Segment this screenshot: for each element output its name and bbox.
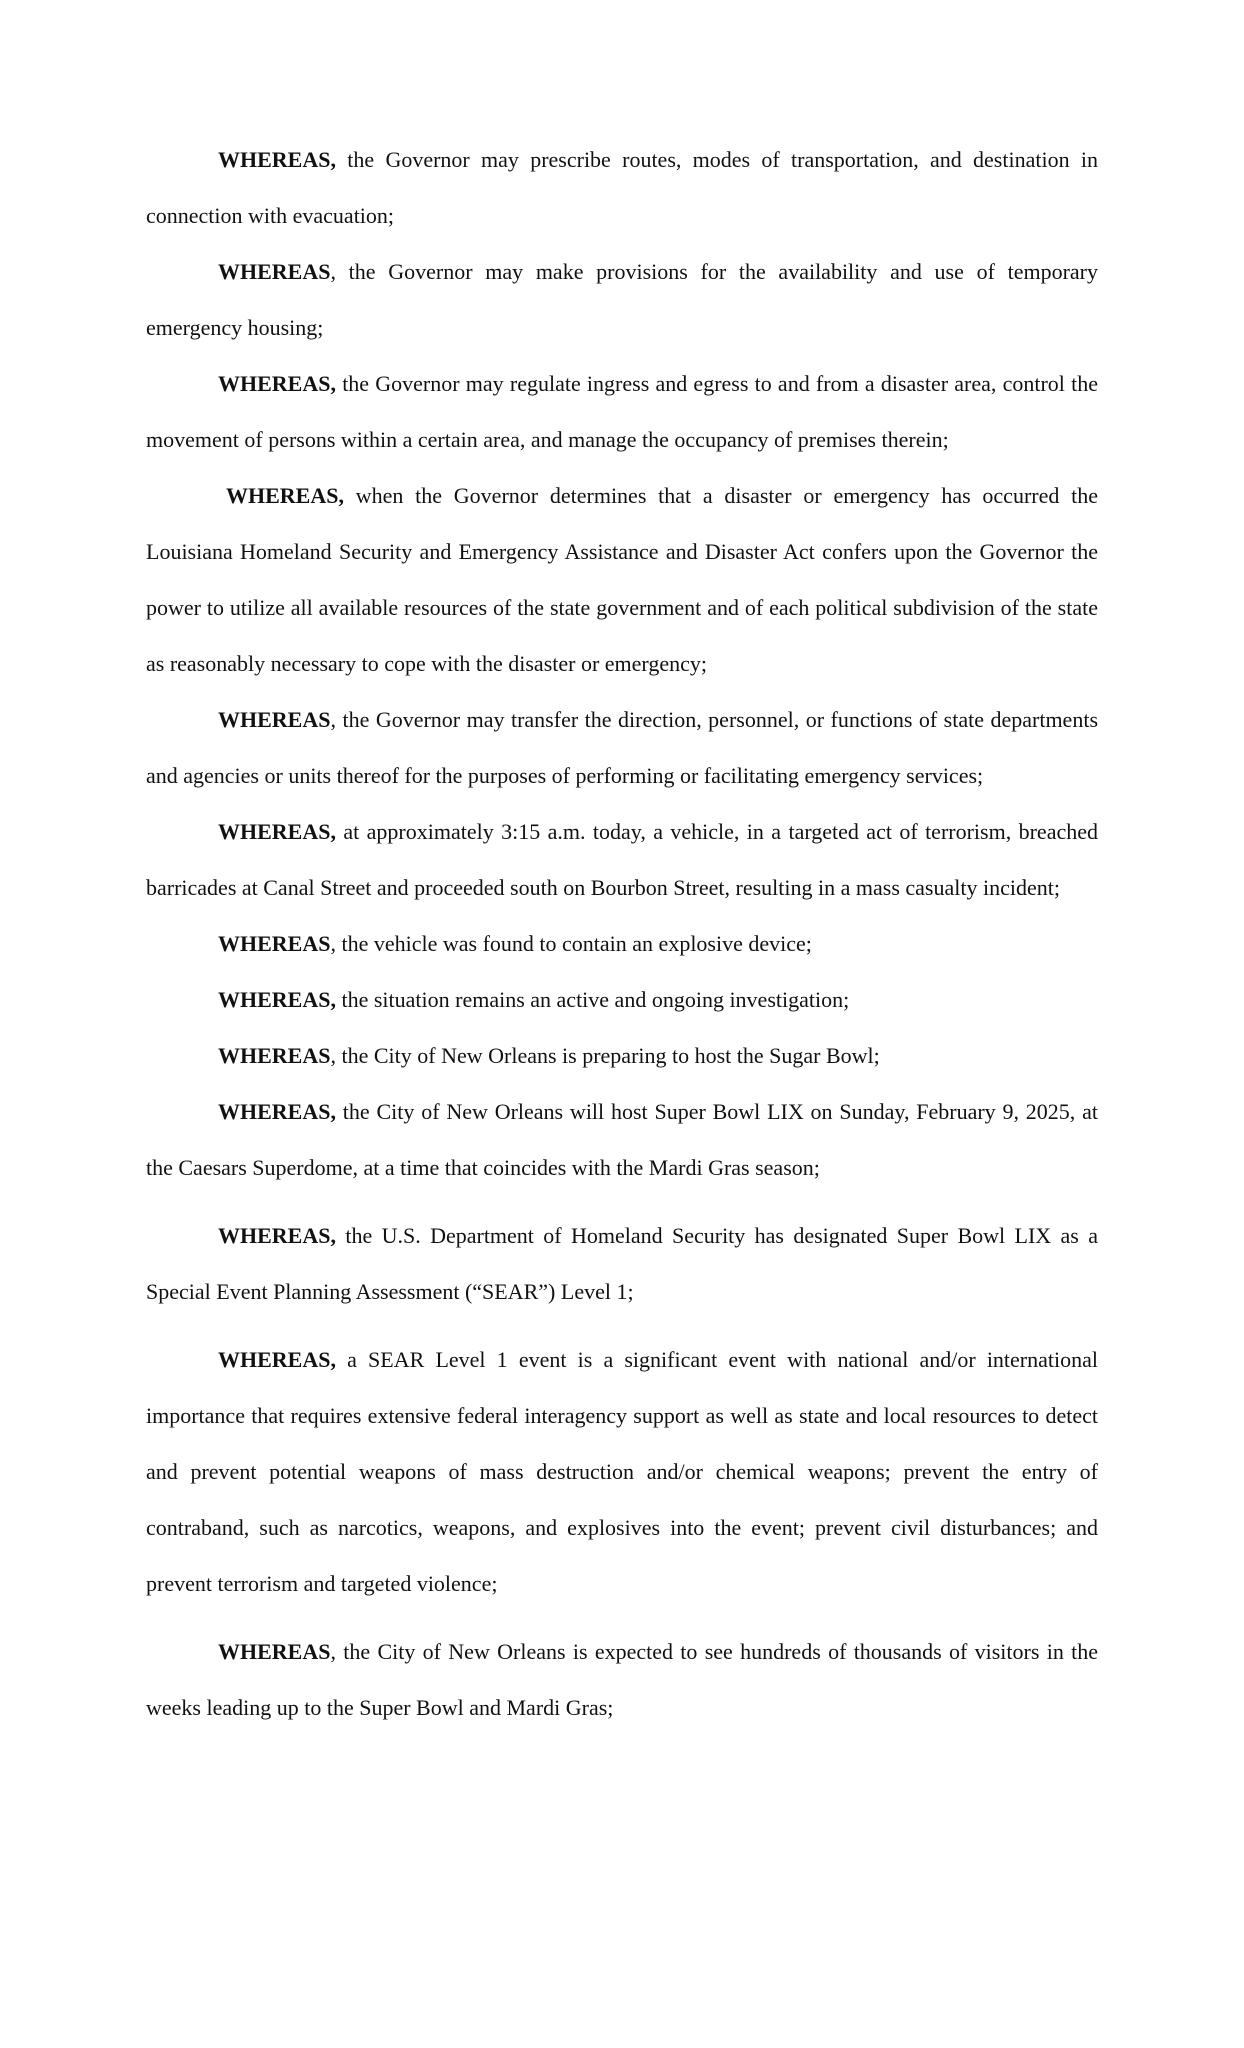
whereas-paragraph-3	[146, 356, 1098, 468]
paragraph-text: , the City of New Orleans is preparing to host the Sugar Bowl;	[330, 1043, 880, 1068]
whereas-keyword: WHEREAS	[218, 259, 331, 284]
whereas-keyword: WHEREAS	[218, 707, 331, 732]
whereas-paragraph-9	[146, 1028, 1098, 1084]
whereas-paragraph-13	[146, 1624, 1098, 1736]
whereas-keyword: WHEREAS,	[218, 371, 336, 396]
paragraph-text: when the Governor determines that a disaster or emergency has occurred the Louisiana Homeland Security and Emergency Assistance and Disaster Act confers upon the Governor the power to utilize all available resources of the state government and of each political subdivision of the state as reasonably necessary to cope with the disaster or emergency;	[146, 483, 1098, 676]
whereas-keyword: WHEREAS,	[218, 1223, 336, 1248]
whereas-keyword: WHEREAS,	[218, 819, 336, 844]
whereas-paragraph-1	[146, 132, 1098, 244]
whereas-paragraph-6	[146, 804, 1098, 916]
whereas-keyword: WHEREAS	[218, 1043, 331, 1068]
whereas-keyword: WHEREAS,	[218, 987, 336, 1012]
whereas-keyword: WHEREAS	[218, 1639, 331, 1664]
paragraph-text: the Governor may regulate ingress and egress to and from a disaster area, control the movement of persons within a certain area, and manage the occupancy of premises therein;	[146, 371, 1098, 452]
whereas-paragraph-7	[146, 916, 1098, 972]
whereas-keyword: WHEREAS	[218, 931, 331, 956]
paragraph-text: the Governor may prescribe routes, modes of transportation, and destination in connection with evacuation;	[146, 147, 1098, 228]
paragraph-text: the U.S. Department of Homeland Security has designated Super Bowl LIX as a Special Event Planning Assessment (“SEAR”) Level 1;	[146, 1223, 1098, 1304]
whereas-keyword: WHEREAS,	[226, 483, 344, 508]
whereas-paragraph-12	[146, 1332, 1098, 1612]
paragraph-text: , the Governor may transfer the direction, personnel, or functions of state departments and agencies or units thereof for the purposes of performing or facilitating emergency services;	[146, 707, 1098, 788]
whereas-keyword: WHEREAS,	[218, 1347, 336, 1372]
document-body	[146, 132, 1098, 1736]
whereas-paragraph-8	[146, 972, 1098, 1028]
whereas-paragraph-10	[146, 1084, 1098, 1196]
paragraph-text: at approximately 3:15 a.m. today, a vehicle, in a targeted act of terrorism, breached barricades at Canal Street and proceeded south on Bourbon Street, resulting in a mass casualty incident;	[146, 819, 1098, 900]
paragraph-text: , the Governor may make provisions for the availability and use of temporary emergency housing;	[146, 259, 1098, 340]
whereas-paragraph-5	[146, 692, 1098, 804]
whereas-paragraph-2	[146, 244, 1098, 356]
whereas-keyword: WHEREAS,	[218, 147, 336, 172]
whereas-paragraph-4	[146, 468, 1098, 692]
whereas-paragraph-11	[146, 1208, 1098, 1320]
paragraph-text: , the vehicle was found to contain an explosive device;	[330, 931, 812, 956]
paragraph-text: the situation remains an active and ongoing investigation;	[335, 987, 850, 1012]
paragraph-text: a SEAR Level 1 event is a significant event with national and/or international importance that requires extensive federal interagency support as well as state and local resources to detect and prevent potential weapons of mass destruction and/or chemical weapons; prevent the entry of contraband, such as narcotics, weapons, and explosives into the event; prevent civil disturbances; and prevent terrorism and targeted violence;	[146, 1347, 1098, 1596]
paragraph-text: , the City of New Orleans is expected to see hundreds of thousands of visitors in the weeks leading up to the Super Bowl and Mardi Gras;	[146, 1639, 1098, 1720]
paragraph-text: the City of New Orleans will host Super Bowl LIX on Sunday, February 9, 2025, at the Caesars Superdome, at a time that coincides with the Mardi Gras season;	[146, 1099, 1098, 1180]
whereas-keyword: WHEREAS,	[218, 1099, 336, 1124]
